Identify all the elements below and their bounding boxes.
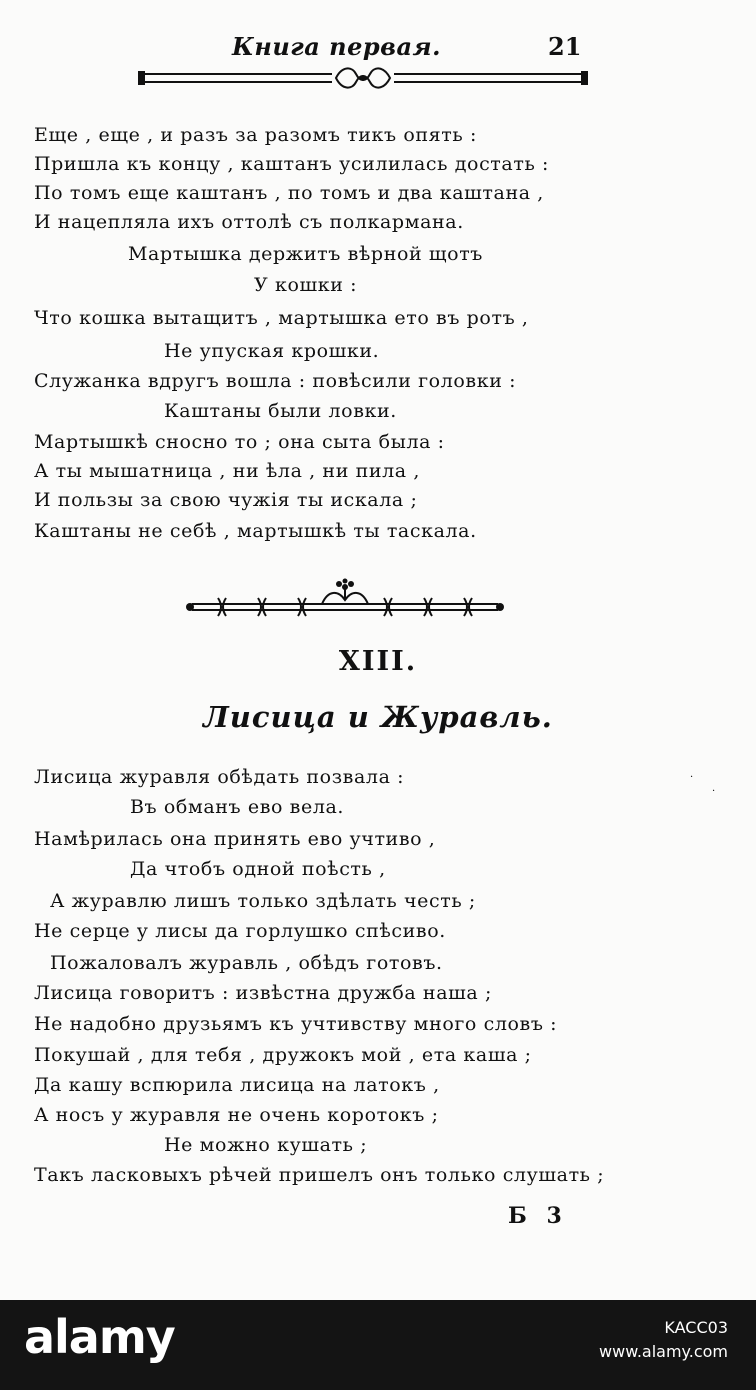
running-title: Книга первая. [232, 32, 441, 61]
verse-line: Такъ ласковыхъ рѣчей пришелъ онъ только слушать ; [34, 1164, 605, 1186]
verse-line: Не упуская крошки. [164, 340, 380, 362]
watermark-logo: alamy [24, 1310, 175, 1364]
verse-line: А ты мышатница , ни ѣла , ни пила , [34, 460, 421, 482]
verse-line: А журавлю лишъ только здѣлать честь ; [50, 890, 476, 912]
watermark-image-id: KACC03 [664, 1318, 728, 1337]
verse-line: А носъ у журавля не очень коротокъ ; [34, 1104, 439, 1126]
section-ornament [182, 578, 508, 620]
verse-line: У кошки : [254, 274, 358, 296]
verse-line: Да кашу вспюрила лисица на латокъ , [34, 1074, 440, 1096]
page-header [0, 26, 756, 66]
print-speck: · [712, 786, 716, 797]
verse-line: Мартышкѣ сносно то ; она сыта была : [34, 431, 445, 453]
verse-line: Лисица журавля обѣдать позвала : [34, 766, 405, 788]
fable-title: Лисица и Журавль. [203, 700, 553, 734]
fable-number: XIII. [338, 646, 418, 677]
verse-line: Еще , еще , и разъ за разомъ тикъ опять : [34, 124, 477, 146]
verse-line: Не серце у лисы да горлушко спѣсиво. [34, 920, 446, 942]
verse-line: Да чтобъ одной поѣсть , [130, 858, 386, 880]
stock-watermark-bar [0, 1300, 756, 1390]
verse-line: Каштаны были ловки. [164, 400, 397, 422]
top-rule-ornament [136, 64, 590, 92]
verse-line: Каштаны не себѣ , мартышкѣ ты таскала. [34, 520, 477, 542]
verse-line: По томъ еще каштанъ , по томъ и два каштана , [34, 182, 544, 204]
page-number: 21 [548, 32, 582, 61]
verse-line: И пользы за свою чужія ты искала ; [34, 489, 418, 511]
verse-line: Пожаловалъ журавль , обѣдъ готовъ. [50, 952, 443, 974]
verse-line: Намѣрилась она принять ево учтиво , [34, 828, 436, 850]
verse-line: И нацепляла ихъ оттолѣ съ полкармана. [34, 211, 464, 233]
verse-line: Служанка вдругъ вошла : повѣсили головки : [34, 370, 517, 392]
verse-line: Покушай , для тебя , дружокъ мой , ета каша ; [34, 1044, 532, 1066]
verse-line: Пришла къ концу , каштанъ усилилась достать : [34, 153, 550, 175]
verse-line: Мартышка держитъ вѣрной щотъ [128, 243, 483, 265]
verse-line: Не можно кушать ; [164, 1134, 368, 1156]
verse-line: Не надобно друзьямъ къ учтивству много словъ : [34, 1013, 558, 1035]
verse-line: Въ обманъ ево вела. [130, 796, 345, 818]
verse-line: Лисица говоритъ : извѣстна дружба наша ; [34, 982, 492, 1004]
printer-signature: Б 3 [508, 1203, 568, 1229]
watermark-url: www.alamy.com [599, 1342, 728, 1361]
print-speck: · [690, 772, 694, 783]
verse-line: Что кошка вытащитъ , мартышка ето въ ротъ , [34, 307, 529, 329]
